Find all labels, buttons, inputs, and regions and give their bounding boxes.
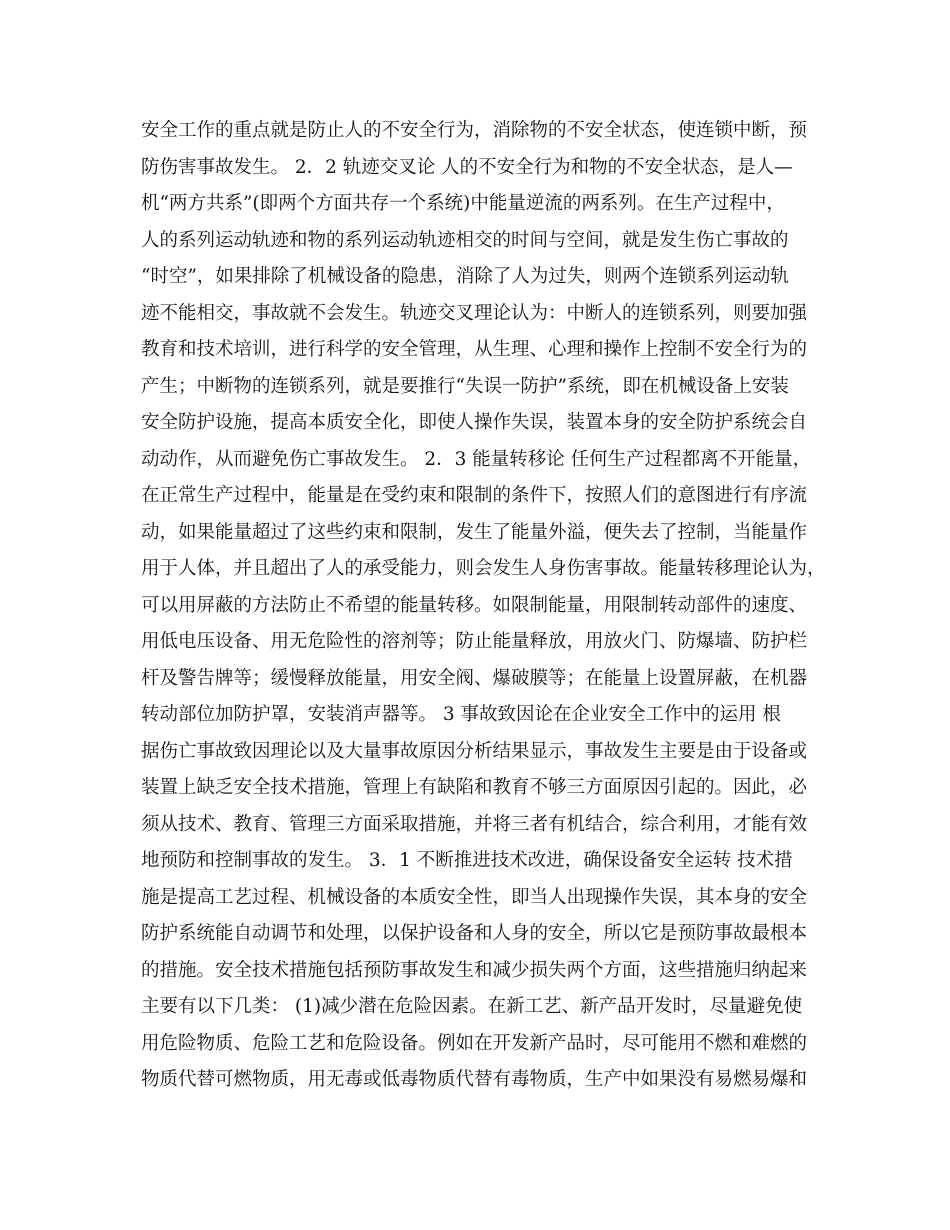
- text-line: 物质代替可燃物质，用无毒或低毒物质代替有毒物质，生产中如果没有易燃易爆和: [141, 1069, 808, 1090]
- text-line: 人的系列运动轨迹和物的系列运动轨迹相交的时间与空间，就是发生伤亡事故的: [141, 229, 789, 251]
- text-line: 地预防和控制事故的发生。 3．1 不断推进技术改进，确保设备安全运转 技术措: [141, 850, 793, 871]
- text-line: 教育和技术培训，进行科学的安全管理，从生理、心理和操作上控制不安全行为的: [141, 339, 808, 360]
- text-line: 用低电压设备、用无危险性的溶剂等；防止能量释放，用放火门、防爆墙、防护栏: [141, 631, 808, 652]
- text-line: 防护系统能自动调节和处理，以保护设备和人身的安全，所以它是预防事故最根本: [141, 923, 808, 944]
- text-line: 的措施。安全技术措施包括预防事故发生和减少损失两个方面，这些措施归纳起来: [141, 959, 808, 981]
- body-text: [141, 113, 831, 1099]
- text-line: 用于人体，并且超出了人的承受能力，则会发生人身伤害事故。能量转移理论认为，: [141, 558, 826, 579]
- text-line: 安全防护设施，提高本质安全化，即使人操作失误，装置本身的安全防护系统会自: [141, 412, 808, 433]
- text-line: 动，如果能量超过了这些约束和限制，发生了能量外溢，便失去了控制，当能量作: [141, 521, 808, 543]
- text-line: 可以用屏蔽的方法防止不希望的能量转移。如限制能量，用限制转动部件的速度、: [141, 594, 808, 616]
- text-line: 安全工作的重点就是防止人的不安全行为，消除物的不安全状态，使连锁中断，预: [141, 120, 808, 141]
- text-line: 须从技术、教育、管理三方面采取措施，并将三者有机结合，综合利用，才能有效: [141, 813, 808, 835]
- text-line: 防伤害事故发生。 2．2 轨迹交叉论 人的不安全行为和物的不安全状态，是人—: [141, 156, 793, 178]
- text-line: 装置上缺乏安全技术措施，管理上有缺陷和教育不够三方面原因引起的。因此，必: [141, 777, 808, 798]
- text-line: 在正常生产过程中，能量是在受约束和限制的条件下，按照人们的意图进行有序流: [141, 485, 808, 506]
- text-line: 迹不能相交，事故就不会发生。轨迹交叉理论认为：中断人的连锁系列，则要加强: [141, 302, 808, 324]
- text-line: 产生；中断物的连锁系列，就是要推行“失误一防护”系统，即在机械设备上安装: [141, 375, 789, 397]
- text-line: 施是提高工艺过程、机械设备的本质安全性，即当人出现操作失误，其本身的安全: [141, 886, 808, 908]
- text-line: 转动部位加防护罩，安装消声器等。 3 事故致因论在企业安全工作中的运用 根: [141, 704, 781, 725]
- text-line: 用危险物质、危险工艺和危险设备。例如在开发新产品时，尽可能用不燃和难燃的: [141, 1032, 808, 1054]
- text-line: “时空”，如果排除了机械设备的隐患，消除了人为过失，则两个连锁系列运动轨: [141, 266, 789, 287]
- text-line: 机“两方共系”(即两个方面共存一个系统)中能量逆流的两系列。在生产过程中，: [141, 193, 785, 214]
- text-line: 据伤亡事故致因理论以及大量事故原因分析结果显示，事故发生主要是由于设备或: [141, 740, 808, 762]
- text-line: 杆及警告牌等；缓慢释放能量，用安全阀、爆破膜等；在能量上设置屏蔽，在机器: [141, 667, 808, 689]
- text-line: 主要有以下几类： (1)减少潜在危险因素。在新工艺、新产品开发时，尽量避免使: [141, 996, 803, 1017]
- text-line: 动动作，从而避免伤亡事故发生。 2．3 能量转移论 任何生产过程都离不开能量，: [141, 448, 812, 470]
